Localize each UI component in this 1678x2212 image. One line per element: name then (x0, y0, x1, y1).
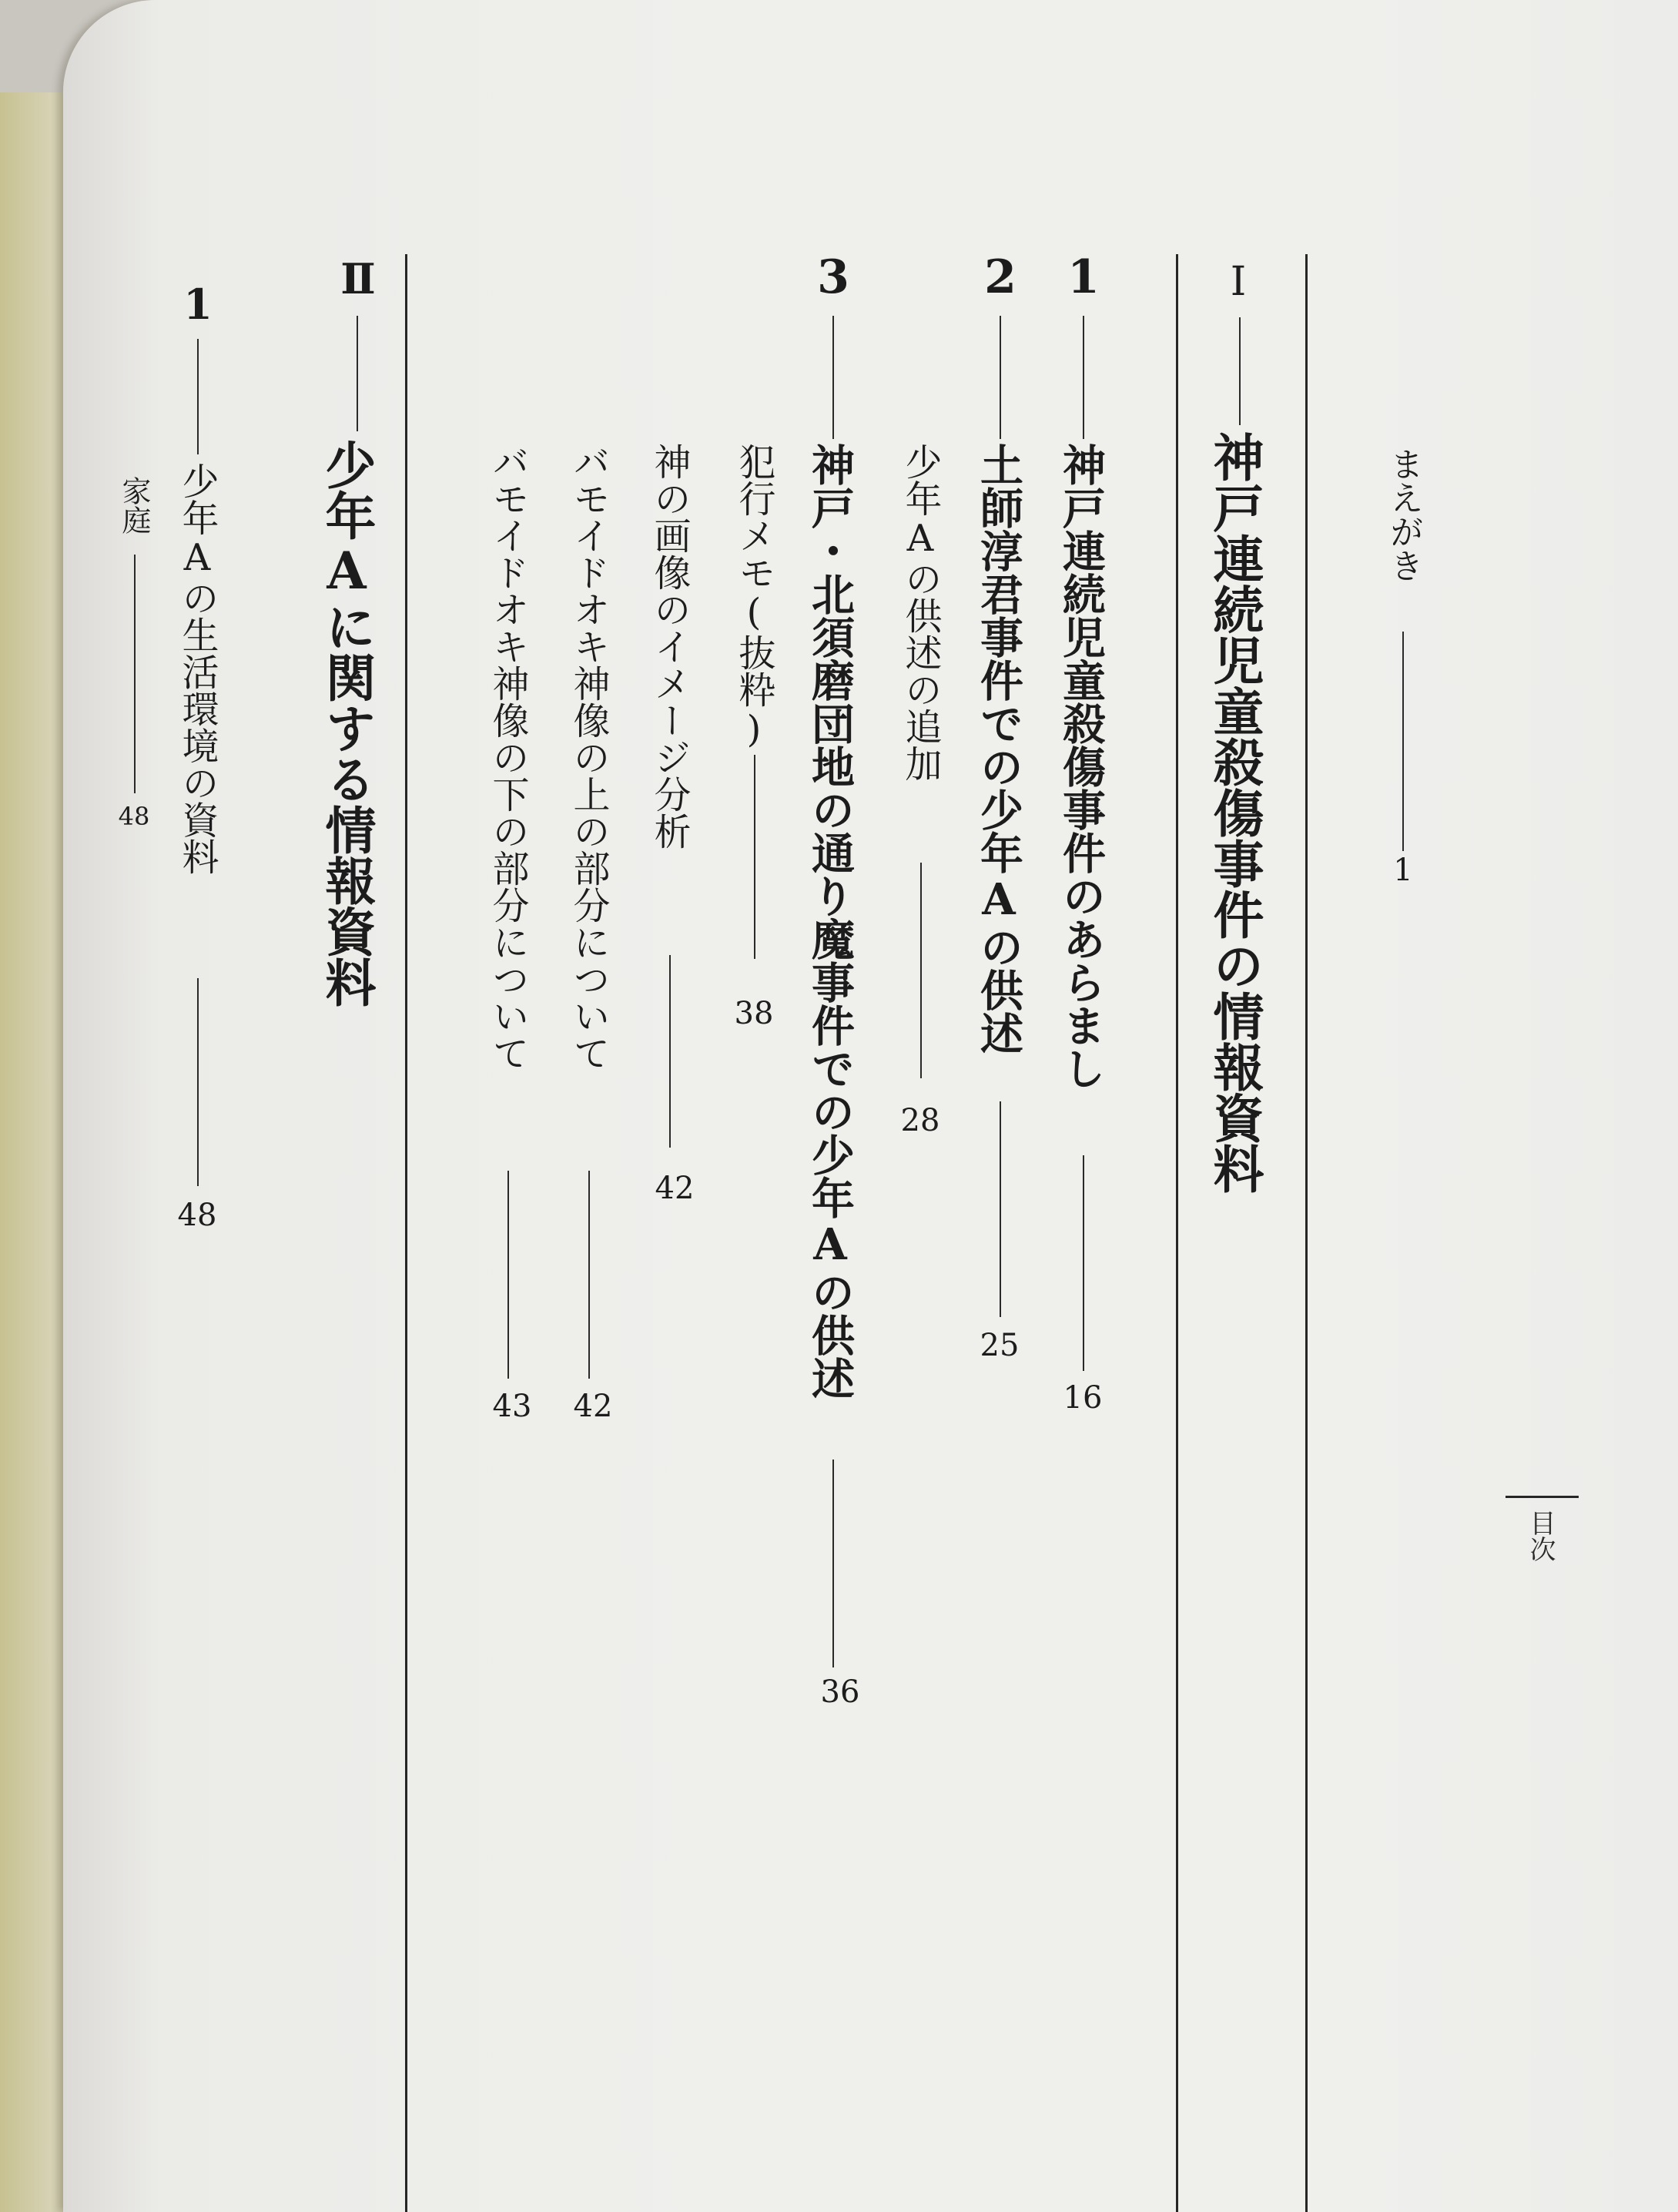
maegaki-page: 1 (1393, 853, 1413, 888)
section-i-3-c-title: バモイドオキ神像の上の部分について (567, 443, 610, 1071)
chapter-i-3-page: 36 (820, 1674, 860, 1710)
part-ii-title: 少年Aに関する情報資料 (317, 439, 377, 1007)
section-i-3-c-page: 42 (573, 1389, 613, 1424)
part-i-dash (1239, 317, 1241, 425)
section-i-3-a-title: 犯行メモ(抜粋) (732, 443, 775, 751)
section-i-3-b-page: 42 (655, 1171, 695, 1206)
chapter-i-3-title: 神戸・北須磨団地の通り魔事件での少年Aの供述 (805, 443, 856, 1399)
part-i-title: 神戸連続児童殺傷事件の情報資料 (1204, 431, 1264, 1194)
section-ii-1-a-leader (134, 555, 136, 793)
chapter-i-1-title: 神戸連続児童殺傷事件のあらまし (1056, 443, 1107, 1090)
section-ii-1-a-page: 48 (118, 802, 150, 831)
chapter-i-1-page: 16 (1063, 1380, 1103, 1416)
section-i-3-d-title: バモイドオキ神像の下の部分について (486, 443, 529, 1071)
section-i-3-d-leader (507, 1171, 509, 1379)
rule-part-i (1176, 254, 1178, 2212)
chapter-i-3-dash (832, 316, 834, 439)
chapter-i-2-dash (1000, 316, 1001, 439)
chapter-i-3-leader (832, 1460, 834, 1667)
section-i-3-a-leader (754, 755, 755, 959)
section-i-2-a-page: 28 (900, 1103, 940, 1138)
chapter-ii-1-page: 48 (177, 1198, 217, 1233)
chapter-ii-1-number: 1 (183, 280, 213, 329)
section-i-3-b-leader (669, 955, 671, 1148)
section-i-2-a-title: 少年Aの供述の追加 (899, 443, 942, 782)
chapter-i-2-leader (1000, 1101, 1001, 1317)
section-i-3-b-title: 神の画像のイメージ分析 (648, 443, 691, 850)
section-i-3-c-leader (588, 1171, 590, 1379)
rule-right (1305, 254, 1308, 2212)
chapter-i-1-leader (1083, 1155, 1084, 1371)
chapter-i-2-page: 25 (980, 1328, 1020, 1363)
chapter-ii-1-title: 少年Aの生活環境の資料 (176, 462, 219, 875)
chapter-i-2-number: 2 (984, 250, 1017, 304)
part-i-numeral: Ⅰ (1230, 259, 1247, 305)
chapter-i-2-title: 土師淳君事件での少年Aの供述 (973, 443, 1024, 1054)
table-of-contents-page (63, 0, 1678, 2212)
maegaki-leader (1402, 632, 1404, 851)
section-i-3-d-page: 43 (492, 1389, 532, 1424)
part-ii-dash (357, 316, 358, 431)
chapter-i-3-number: 3 (817, 250, 849, 304)
chapter-ii-1-dash (197, 339, 199, 454)
section-i-3-a-page: 38 (734, 996, 774, 1031)
header-label: 目次 (1525, 1510, 1556, 1562)
section-i-2-a-leader (920, 863, 922, 1078)
section-ii-1-a-title: 家庭 (117, 476, 151, 535)
rule-part-ii (405, 254, 407, 2212)
chapter-ii-1-leader (197, 978, 199, 1186)
chapter-i-1-dash (1083, 316, 1084, 439)
chapter-i-1-number: 1 (1067, 250, 1100, 304)
header-rule (1506, 1496, 1579, 1498)
part-ii-numeral: Ⅱ (340, 254, 376, 303)
maegaki-title: まえがき (1384, 447, 1423, 582)
